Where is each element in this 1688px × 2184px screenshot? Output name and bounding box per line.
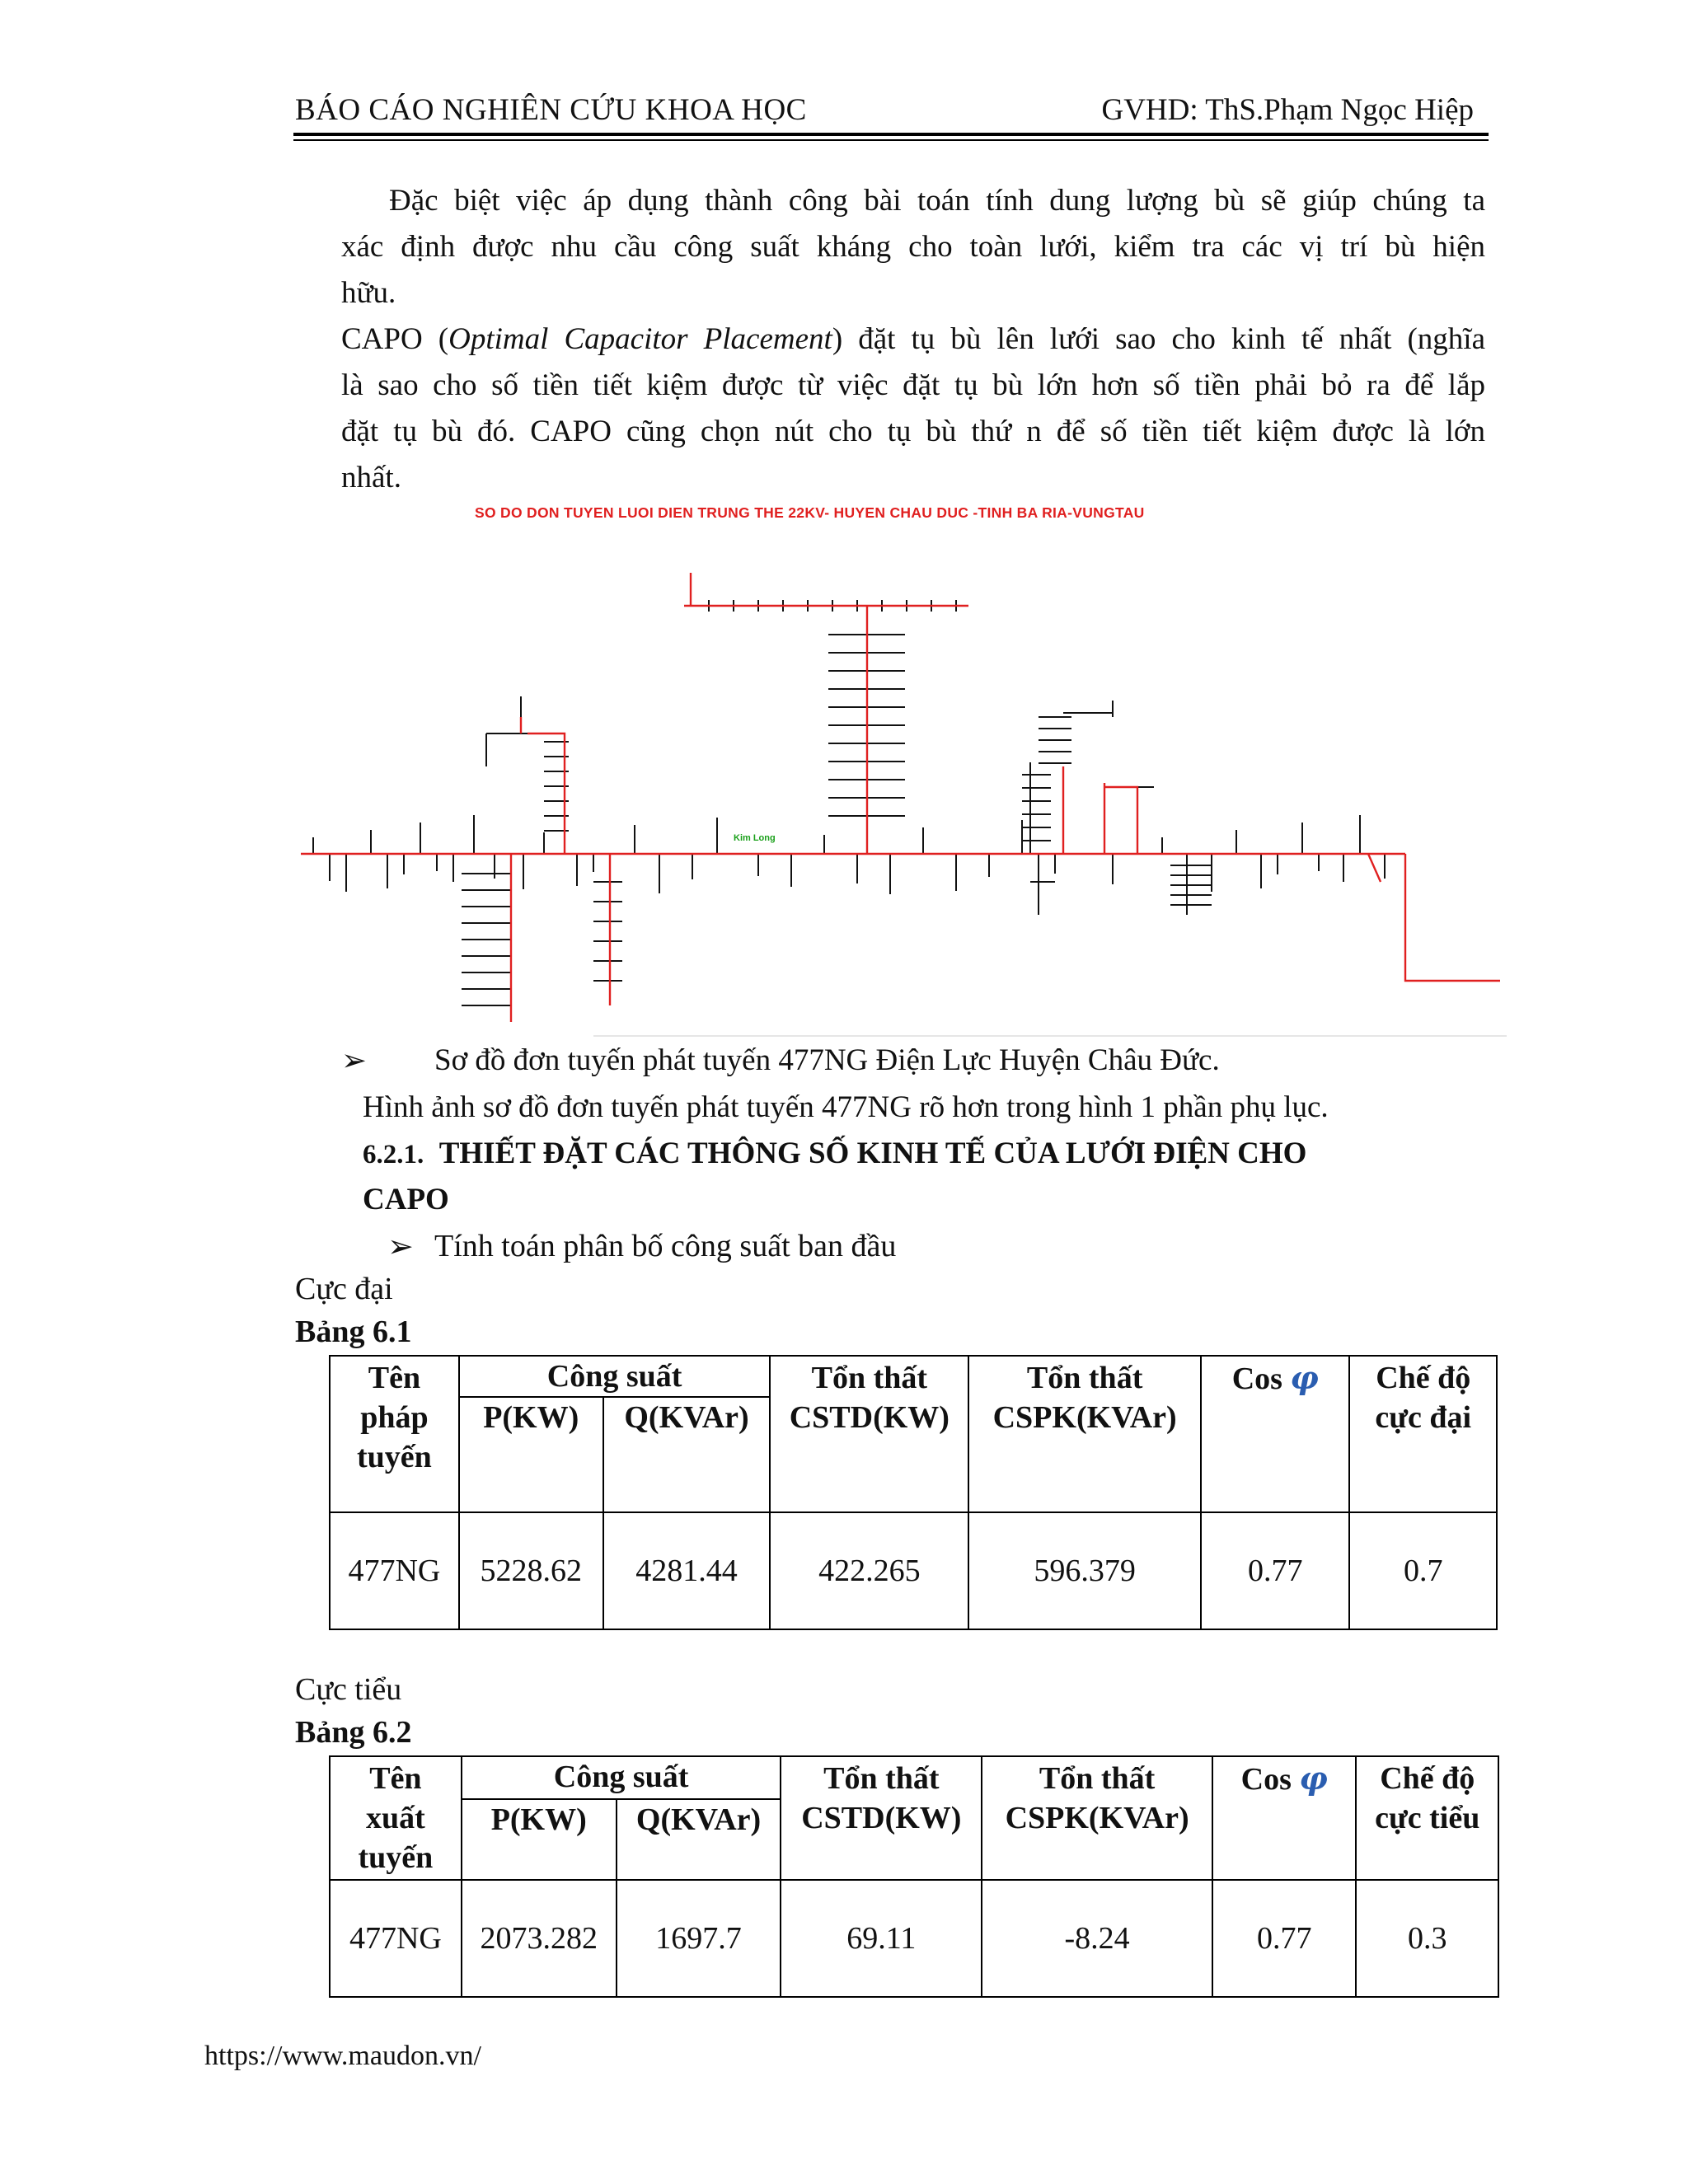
feeder-left-block [528,733,565,854]
paragraph-intro [341,178,1485,316]
single-line-diagram [297,527,1508,1038]
cell-name: 477NG [330,1880,462,1997]
table-header-row [330,1356,1497,1397]
cell-loss-q: 596.379 [968,1512,1201,1629]
header-name: tuyến [358,1840,434,1875]
paragraph-line: là sao cho số tiền tiết kiệm được từ việc đặt tụ bù lớn hơn số tiền phải bỏ ra để lắp [341,368,1485,402]
header-name-cell [330,1756,462,1880]
phi-symbol: φ [1299,1760,1328,1797]
header-loss-p: CSTD(KW) [801,1801,962,1835]
header-rule-thin [293,139,1489,141]
cell-p: 2073.282 [462,1880,617,1997]
header-mode: cực tiểu [1375,1801,1480,1835]
paragraph-capo [341,316,1485,501]
header-power: Công suất [459,1356,771,1397]
header-loss-q: Tổn thất [1026,1361,1143,1395]
cell-q: 1697.7 [617,1880,781,1997]
caption-note: Hình ảnh sơ đồ đơn tuyến phát tuyến 477NG rõ hơn trong hình 1 phần phụ lục. [363,1090,1329,1124]
diagram-branches [313,600,1385,1005]
cell-q: 4281.44 [603,1512,771,1629]
paragraph-line: hữu. [341,276,396,310]
header-loss-p-cell [770,1356,968,1512]
header-name-cell [330,1356,459,1512]
caption-text: Sơ đồ đơn tuyến phát tuyến 477NG Điện Lực Huyện Châu Đức. [434,1043,1220,1077]
cell-loss-p: 69.11 [781,1880,982,1997]
header-name: xuất [366,1801,425,1835]
header-loss-q: CSPK(KVAr) [992,1400,1177,1435]
cell-mode: 0.7 [1349,1512,1497,1629]
cell-cos: 0.77 [1212,1880,1356,1997]
table-header-row [330,1756,1498,1799]
diagram-title: SO DO DON TUYEN LUOI DIEN TRUNG THE 22KV- HUYEN CHAU DUC -TINH BA RIA-VUNGTAU [475,504,1145,521]
header-q: Q(KVAr) [617,1799,781,1880]
header-mode-cell [1349,1356,1497,1512]
section-title-line1: THIẾT ĐẶT CÁC THÔNG SỐ KINH TẾ CỦA LƯỚI ĐIỆN CHO [438,1137,1307,1170]
header-loss-p: CSTD(KW) [789,1400,950,1435]
header-mode-cell [1356,1756,1498,1880]
phi-symbol: φ [1290,1359,1319,1396]
table2 [329,1755,1499,1998]
header-q: Q(KVAr) [603,1397,771,1512]
header-loss-p: Tổn thất [823,1761,940,1796]
section-heading [363,1136,1306,1171]
caption-bullet: ➢ [341,1044,368,1078]
cell-mode: 0.3 [1356,1880,1498,1997]
bullet-text: Tính toán phân bố công suất ban đầu [434,1229,897,1263]
table1-caption: Bảng 6.1 [295,1315,412,1349]
header-cos: Cos [1231,1361,1282,1396]
header-p: P(KW) [459,1397,603,1512]
header-advisor: GVHD: ThS.Phạm Ngọc Hiệp [1101,93,1474,127]
header-mode: Chế độ [1380,1761,1475,1796]
header-name: Tên [369,1761,422,1796]
header-loss-q-cell [968,1356,1201,1512]
header-loss-p: Tổn thất [811,1361,928,1395]
header-cos-cell [1212,1756,1356,1880]
table1-mode: Cực đại [295,1272,393,1306]
header-power: Công suất [462,1756,781,1799]
header-name: Tên [368,1361,421,1395]
capo-text: CAPO ( [341,322,449,356]
header-mode: Chế độ [1376,1361,1471,1395]
header-loss-q: CSPK(KVAr) [1005,1801,1189,1835]
cell-cos: 0.77 [1201,1512,1349,1629]
header-name: pháp [360,1400,429,1435]
header-p: P(KW) [462,1799,617,1880]
cell-p: 5228.62 [459,1512,603,1629]
paragraph-line [341,316,1485,363]
diagram-label-kim-long: Kim Long [734,833,776,843]
capo-rest: ) đặt tụ bù lên lưới sao cho kinh tế nhất (nghĩa [832,322,1485,356]
cell-name: 477NG [330,1512,459,1629]
feeder-end [1405,854,1500,981]
feeder-right-d [1368,854,1381,882]
header-title: BÁO CÁO NGHIÊN CỨU KHOA HỌC [295,93,807,127]
header-name: tuyến [357,1440,432,1474]
header-cos-cell [1201,1356,1349,1512]
cell-loss-q: -8.24 [982,1880,1212,1997]
paragraph-line: nhất. [341,461,401,494]
cell-loss-p: 422.265 [770,1512,968,1629]
section-title-line2: CAPO [363,1183,449,1216]
header-rule-thick [293,133,1489,136]
paragraph-line: đặt tụ bù đó. CAPO cũng chọn nút cho tụ bù thứ n để số tiền tiết kiệm được là lớn [341,415,1485,448]
table-row [330,1880,1498,1997]
feeder-right-c [1104,787,1137,854]
section-number: 6.2.1. [363,1140,424,1169]
table1 [329,1355,1498,1630]
footer-url: https://www.maudon.vn/ [204,2041,481,2071]
table2-caption: Bảng 6.2 [295,1715,412,1750]
table-row [330,1512,1497,1629]
header-loss-p-cell [781,1756,982,1880]
paragraph-line: xác định được nhu cầu công suất kháng cho toàn lưới, kiểm tra các vị trí bù hiện [341,230,1485,264]
capo-italic: Optimal Capacitor Placement [448,322,832,356]
bullet-symbol: ➢ [387,1230,414,1264]
header-loss-q-cell [982,1756,1212,1880]
table2-mode: Cực tiểu [295,1672,402,1707]
header-loss-q: Tổn thất [1039,1761,1156,1796]
header-mode: cực đại [1375,1400,1472,1435]
header-cos: Cos [1240,1762,1292,1797]
paragraph-line: Đặc biệt việc áp dụng thành công bài toán tính dung lượng bù sẽ giúp chúng ta [389,184,1485,218]
